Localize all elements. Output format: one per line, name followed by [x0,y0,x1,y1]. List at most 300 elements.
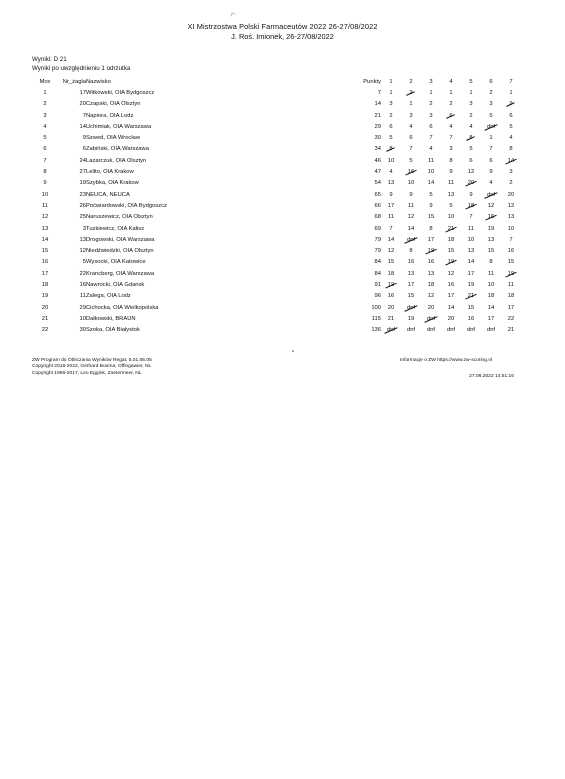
race-score: 15 [387,259,395,266]
race-score: 7 [489,146,493,153]
race-score: 9 [489,169,493,176]
cell-race-7 [501,87,521,98]
cell-place: 9 [43,180,47,187]
race-score: 6 [509,112,513,119]
cell-race-2 [401,144,421,155]
cell-name: Szwed, OIA Wrocław [86,135,141,142]
cell-race-6 [481,234,501,245]
race-score: 11 [487,270,495,277]
race-score: 10 [487,281,495,288]
cell-race-7 [501,155,521,166]
cell-race-2 [401,155,421,166]
race-score: 1 [409,101,413,108]
cell-sail-number: 9 [82,135,86,142]
cell-points: 30 [374,135,381,142]
cell-race-1 [381,325,401,336]
table-row [30,144,521,155]
cell-race-3 [421,234,441,245]
cell-race-6 [481,87,501,98]
cell-race-1 [381,234,401,245]
race-score: 14 [387,236,395,243]
cell-race-3 [421,257,441,268]
cell-race-1 [381,245,401,256]
table-row [30,166,521,177]
race-score: 18 [427,281,435,288]
cell-race-2 [401,99,421,110]
cell-race-2 [401,166,421,177]
cell-race-4 [441,223,461,234]
cell-name: Uchimiak, OIA Warszawa [86,123,152,130]
cell-race-4 [441,325,461,336]
race-score: 5 [509,123,513,130]
cell-place: 7 [43,157,47,164]
results-class-label: Wyniki: D 21 [32,56,67,63]
cell-race-6 [481,121,501,132]
race-score: 3 [469,101,473,108]
cell-race-4 [441,166,461,177]
cell-race-6 [481,166,501,177]
cell-race-7 [501,313,521,324]
cell-race-3 [421,189,441,200]
cell-race-2 [401,291,421,302]
race-score: 13 [447,191,455,198]
cell-race-6 [481,110,501,121]
cell-name: Naruszewicz, OIA Olsztyn [86,214,153,221]
cell-race-5 [461,189,481,200]
race-score-discarded: 9 [509,101,513,108]
cell-race-5 [461,279,481,290]
race-score: 16 [427,259,435,266]
race-score: 6 [389,123,393,130]
cell-race-7 [501,121,521,132]
cell-race-5 [461,200,481,211]
cell-race-1 [381,302,401,313]
cell-name: Niedźwiedzki, OIA Olsztyn [86,248,154,255]
cell-name: Witkowski, OIA Bydgoszcz [86,89,155,96]
race-score: 17 [407,281,415,288]
race-score: 18 [507,293,515,300]
race-score: 17 [507,304,515,311]
race-score: 13 [427,270,435,277]
race-score-discarded: 2 [409,89,413,96]
cell-place: 10 [41,191,49,198]
cell-race-2 [401,302,421,313]
cell-points: 34 [374,146,381,153]
cell-race-4 [441,291,461,302]
race-score: 14 [407,225,415,232]
cell-race-4 [441,178,461,189]
cell-name: NEUCA, NEUCA [86,191,130,198]
race-score: 21 [387,315,395,322]
race-score: 9 [389,191,393,198]
table-row [30,121,521,132]
race-score: 20 [387,304,395,311]
cell-sail-number: 11 [79,293,86,300]
cell-race-7 [501,132,521,143]
table-row [30,234,521,245]
race-score: dnf [426,327,436,334]
cell-race-1 [381,200,401,211]
race-score: 2 [449,101,453,108]
race-score: 21 [507,327,515,334]
cell-race-3 [421,87,441,98]
race-score: 19 [467,281,475,288]
header-race-3: 3 [429,78,433,85]
table-row [30,291,521,302]
cell-race-2 [401,87,421,98]
race-score: 5 [389,135,393,142]
race-score: 17 [467,270,475,277]
race-score: 5 [409,157,413,164]
cell-name: Lazarczuk, OIA Olsztyn [86,157,147,164]
race-score: 16 [467,315,475,322]
cell-race-3 [421,291,441,302]
race-score-discarded: 21 [467,293,475,300]
cell-name: Poćwiardowski, OIA Bydgoszcz [86,202,167,209]
race-score: 12 [407,214,415,221]
cell-sail-number: 24 [79,157,86,164]
cell-points: 96 [374,293,381,300]
cell-race-4 [441,212,461,223]
race-score: 16 [387,293,395,300]
race-score: 2 [429,101,433,108]
table-row [30,132,521,143]
page-title: XI Mistrzostwa Polski Farmaceutów 2022 26-27/08/2022 [187,22,378,31]
cell-race-3 [421,200,441,211]
race-score: 1 [449,89,453,96]
cell-name: Lelito, OIA Krakow [86,169,134,176]
cell-race-6 [481,257,501,268]
race-score: 7 [409,146,413,153]
header-race-6: 6 [489,78,493,85]
race-score: 15 [507,259,515,266]
cell-race-3 [421,166,441,177]
race-score: 1 [509,89,513,96]
cell-race-3 [421,325,441,336]
cell-race-1 [381,291,401,302]
race-score: 16 [447,281,455,288]
cell-race-3 [421,302,441,313]
results-table [30,76,521,336]
cell-sail-number: 23 [79,191,86,198]
race-score: 1 [469,89,473,96]
table-row [30,313,521,324]
table-row [30,178,521,189]
cell-place: 4 [43,123,47,130]
race-score: dnf [466,327,476,334]
race-score: 4 [449,123,453,130]
race-score: 20 [427,304,435,311]
header-race-1: 1 [389,78,393,85]
scan-mark [230,12,235,17]
race-score: 13 [407,270,415,277]
cell-race-3 [421,279,441,290]
race-score: 11 [427,157,435,164]
race-score: 12 [507,202,515,209]
cell-race-7 [501,245,521,256]
cell-sail-number: 13 [79,236,86,243]
cell-race-3 [421,178,441,189]
cell-race-6 [481,325,501,336]
cell-points: 54 [374,180,381,187]
cell-sail-number: 22 [79,270,86,277]
cell-race-5 [461,313,481,324]
race-score: 4 [469,123,473,130]
cell-race-5 [461,87,481,98]
cell-race-5 [461,178,481,189]
cell-place: 6 [43,146,47,153]
race-score: 7 [449,135,453,142]
race-score: 10 [507,225,515,232]
cell-race-3 [421,121,441,132]
cell-race-1 [381,132,401,143]
cell-name: Zalega, OIA Lodz [86,293,131,300]
cell-race-3 [421,212,441,223]
cell-race-6 [481,200,501,211]
race-score: 1 [429,89,433,96]
cell-name: Tuzkiewicz, OIA Kalisz [86,225,145,232]
cell-place: 16 [41,259,49,266]
race-score: 15 [467,304,475,311]
cell-race-1 [381,87,401,98]
race-score: 11 [407,202,415,209]
cell-race-2 [401,178,421,189]
race-score: 10 [467,236,475,243]
cell-race-6 [481,279,501,290]
cell-race-5 [461,325,481,336]
race-score: 6 [409,135,413,142]
cell-sail-number: 29 [79,304,86,311]
cell-race-6 [481,189,501,200]
cell-race-1 [381,121,401,132]
cell-race-5 [461,110,481,121]
cell-race-1 [381,155,401,166]
cell-race-4 [441,302,461,313]
cell-race-3 [421,245,441,256]
cell-race-4 [441,234,461,245]
scan-dot [292,350,294,352]
cell-race-6 [481,155,501,166]
race-score: 10 [387,157,395,164]
cell-race-2 [401,313,421,324]
race-score: 17 [447,293,455,300]
race-score: 3 [389,101,393,108]
race-score: 22 [507,315,515,322]
cell-race-7 [501,110,521,121]
cell-race-5 [461,155,481,166]
race-score-discarded: 19 [427,248,435,255]
cell-name: Szoka, OIA Białystok [86,327,140,334]
cell-race-7 [501,189,521,200]
race-score: 9 [409,191,413,198]
race-score: 2 [489,89,493,96]
cell-race-7 [501,212,521,223]
cell-sail-number: 30 [79,327,86,334]
cell-race-6 [481,212,501,223]
race-score: 13 [467,248,475,255]
cell-race-7 [501,279,521,290]
table-row [30,257,521,268]
cell-place: 19 [41,293,49,300]
cell-place: 21 [41,315,49,322]
cell-place: 12 [41,214,49,221]
cell-race-7 [501,234,521,245]
race-score-discarded: 18 [467,202,475,209]
cell-race-5 [461,268,481,279]
race-score: 3 [429,112,433,119]
race-score: 6 [469,157,473,164]
cell-race-2 [401,257,421,268]
cell-race-7 [501,291,521,302]
cell-sail-number: 5 [82,259,86,266]
race-score: 15 [447,248,455,255]
header-race-2: 2 [409,78,413,85]
table-row [30,325,521,336]
cell-race-7 [501,200,521,211]
race-score-discarded: 16 [407,169,415,176]
cell-race-2 [401,325,421,336]
cell-name: Wysocki, OIA Katowice [86,259,146,266]
cell-place: 3 [43,112,47,119]
cell-race-4 [441,132,461,143]
race-score: 11 [507,281,515,288]
cell-race-4 [441,313,461,324]
race-score: 3 [409,112,413,119]
cell-points: 84 [374,259,381,266]
cell-sail-number: 19 [79,180,86,187]
footer-timestamp: 27.08.2022 14:51:16 [469,374,514,379]
table-row [30,245,521,256]
cell-race-5 [461,223,481,234]
race-score: 11 [467,225,475,232]
cell-points: 21 [374,112,381,119]
cell-place: 22 [41,327,49,334]
race-score: 7 [389,225,393,232]
race-score: 14 [467,259,475,266]
race-score: 18 [487,293,495,300]
race-score: 9 [449,169,453,176]
cell-sail-number: 12 [79,248,86,255]
race-score: 19 [487,225,495,232]
header-race-4: 4 [449,78,453,85]
cell-race-5 [461,144,481,155]
race-score-discarded: 19 [507,270,515,277]
cell-points: 79 [374,248,381,255]
race-score: 11 [387,214,395,221]
cell-race-5 [461,245,481,256]
race-score: 16 [407,259,415,266]
footer-info-link[interactable]: Informacje o ZW https://www.zw-scoring.nl [400,358,493,363]
race-score: 10 [427,169,435,176]
footer-program: ZW Program do Obliczania Wyników Regat, 5.01.06.05 [32,358,152,363]
cell-place: 2 [43,101,47,108]
cell-name: Cichocka, OIA Wielkopolska [86,304,159,311]
cell-race-3 [421,144,441,155]
cell-race-6 [481,132,501,143]
cell-place: 5 [43,135,47,142]
cell-name: Szybka, OIA Krakow [86,180,139,187]
race-score: 14 [427,180,435,187]
cell-race-7 [501,325,521,336]
race-score: 17 [427,236,435,243]
cell-race-5 [461,291,481,302]
race-score: 13 [387,180,395,187]
cell-name: Zabiński, OIA Warszawa [86,146,149,153]
cell-race-6 [481,144,501,155]
race-score: 6 [429,123,433,130]
race-score: 12 [487,202,495,209]
cell-points: 69 [374,225,381,232]
race-score-discarded: dnf [486,123,496,130]
cell-race-7 [501,99,521,110]
cell-points: 100 [371,304,381,311]
race-score-discarded: dnf [386,327,396,334]
cell-sail-number: 10 [79,315,86,322]
cell-name: Napiora, OIA Lodz [86,112,134,119]
cell-sail-number: 7 [82,112,86,119]
footer-copyright [32,358,152,377]
cell-race-5 [461,212,481,223]
cell-race-5 [461,132,481,143]
race-score: 6 [489,157,493,164]
race-score: 12 [467,169,475,176]
race-score: 8 [409,248,413,255]
cell-points: 136 [371,327,381,334]
cell-race-3 [421,132,441,143]
table-row [30,212,521,223]
race-score-discarded: 8 [389,146,393,153]
cell-race-5 [461,257,481,268]
cell-race-3 [421,99,441,110]
cell-race-1 [381,166,401,177]
cell-race-4 [441,245,461,256]
table-row [30,223,521,234]
race-score: 18 [447,236,455,243]
race-score: 3 [509,169,513,176]
race-score: 5 [469,146,473,153]
race-score-discarded: 14 [507,157,515,164]
cell-race-6 [481,99,501,110]
cell-race-6 [481,178,501,189]
cell-race-4 [441,155,461,166]
cell-race-3 [421,313,441,324]
race-score: 10 [407,180,415,187]
cell-race-5 [461,234,481,245]
cell-points: 66 [374,202,381,209]
cell-race-7 [501,268,521,279]
race-score-discarded: dnf [406,304,416,311]
cell-race-4 [441,99,461,110]
cell-place: 20 [41,304,49,311]
cell-race-1 [381,189,401,200]
race-score-discarded: dnf [486,191,496,198]
cell-race-3 [421,223,441,234]
header-mce: Mce [39,78,51,85]
race-score: 8 [509,146,513,153]
table-row [30,110,521,121]
race-score: 15 [407,293,415,300]
race-score-discarded: dnf [426,315,436,322]
race-score: dnf [446,327,456,334]
cell-sail-number: 14 [79,123,86,130]
race-score: 17 [487,315,495,322]
race-score: 4 [429,146,433,153]
cell-race-2 [401,132,421,143]
race-score: 17 [387,202,395,209]
race-score: 5 [429,191,433,198]
cell-race-1 [381,110,401,121]
cell-race-2 [401,121,421,132]
